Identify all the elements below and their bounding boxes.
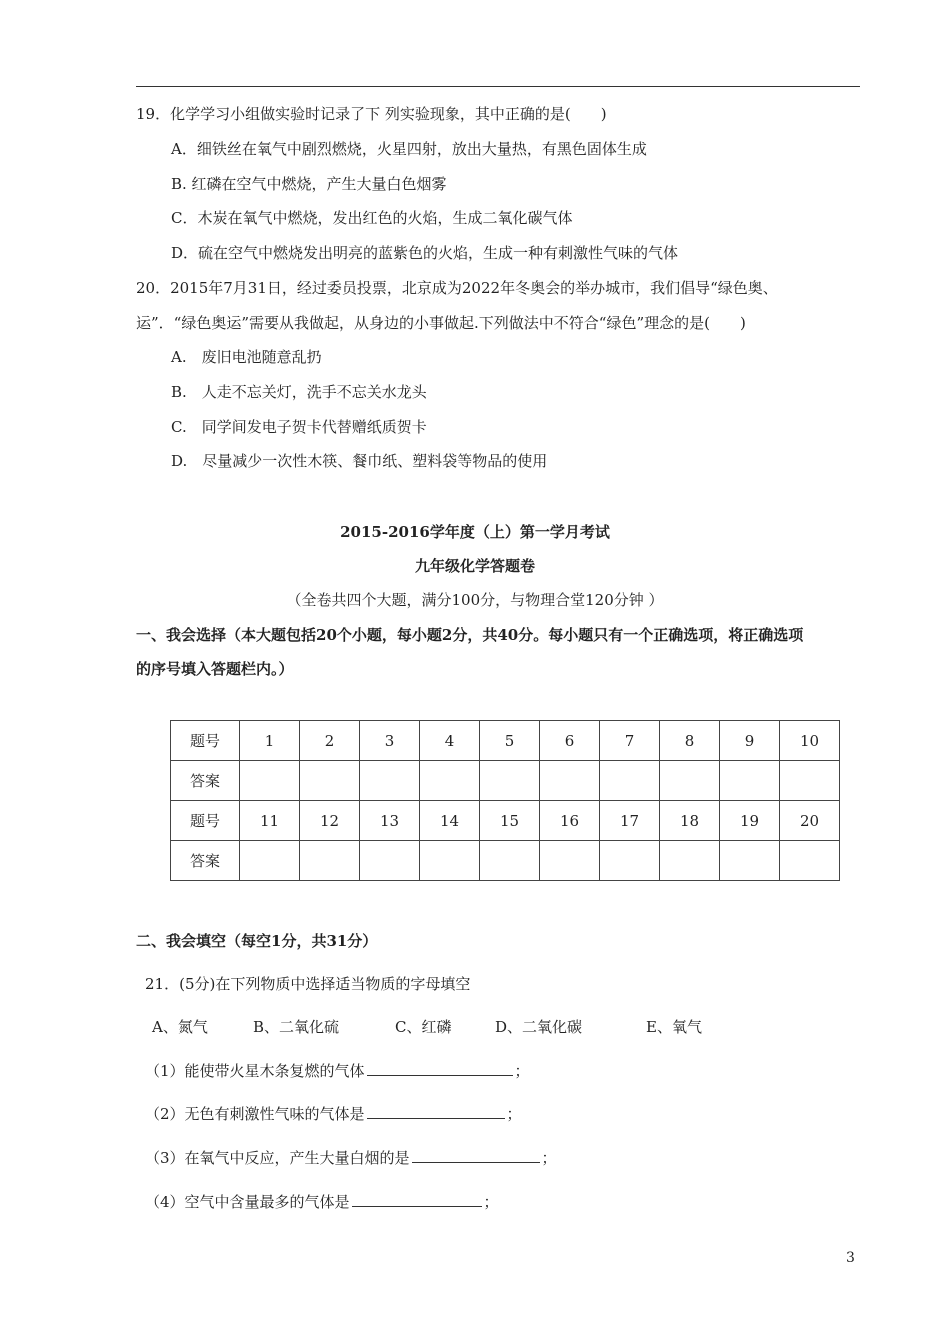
table-row [171,761,840,801]
exam-title: 2015-2016学年度（上）第一学月考试 [340,523,610,541]
q21-item-2-text: （2）无色有刺激性气味的气体是 [145,1105,365,1123]
q19-option-d: D．硫在空气中燃烧发出明亮的蓝紫色的火焰，生成一种有刺激性气味的气体 [171,244,679,262]
answer-cell[interactable] [360,841,420,881]
question-number-cell: 12 [300,801,360,841]
question-number-cell: 20 [780,801,840,841]
question-number-cell: 2 [300,721,360,761]
q21-item-4 [145,1192,499,1212]
q20-stem-line2: 运”．“绿色奥运”需要从我做起，从身边的小事做起.下列做法中不符合“绿色”理念的是( ) [136,314,746,332]
answer-cell[interactable] [780,841,840,881]
answer-cell[interactable] [720,841,780,881]
q21-choice-d: D、二氧化碳 [495,1018,583,1036]
question-number-cell: 18 [660,801,720,841]
q21-choice-b: B、二氧化硫 [253,1018,340,1036]
answer-label: 答案 [171,841,240,881]
q20-option-c: C. 同学间发电子贺卡代替赠纸质贺卡 [171,418,427,436]
table-row [171,841,840,881]
answer-cell[interactable] [600,841,660,881]
question-number-cell: 11 [240,801,300,841]
question-number-label: 题号 [171,801,240,841]
q19-stem: 19．化学学习小组做实验时记录了下 列实验现象，其中正确的是( ) [136,105,607,123]
q21-item-1 [145,1061,530,1081]
question-number-cell: 7 [600,721,660,761]
answer-cell[interactable] [300,761,360,801]
sheet-title: 九年级化学答题卷 [414,557,535,575]
q21-item-4-end: ； [483,1193,499,1211]
q20-stem-line1: 20．2015年7月31日，经过委员投票，北京成为2022年冬奥会的举办城市，我们倡导“绿色奥、 [136,279,778,297]
question-number-label: 题号 [171,721,240,761]
question-number-cell: 8 [660,721,720,761]
answer-cell[interactable] [360,761,420,801]
exam-note: （全卷共四个大题，满分100分，与物理合堂120分钟 ） [286,591,664,609]
answer-cell[interactable] [720,761,780,801]
answer-cell[interactable] [300,841,360,881]
q21-choice-c: C、红磷 [395,1018,452,1036]
question-number-cell: 17 [600,801,660,841]
q21-item-3-text: （3）在氧气中反应，产生大量白烟的是 [145,1149,410,1167]
answer-blank[interactable] [367,1104,505,1119]
q20-option-a: A. 废旧电池随意乱扔 [171,348,322,366]
q21-item-2 [145,1104,522,1124]
q21-item-3-end: ； [541,1149,557,1167]
answer-blank[interactable] [352,1192,482,1207]
table-row [171,801,840,841]
answer-cell[interactable] [420,841,480,881]
answer-cell[interactable] [600,761,660,801]
q19-option-b: B. 红磷在空气中燃烧，产生大量白色烟雾 [171,175,447,193]
q21-choice-a: A、氮气 [152,1018,208,1036]
q20-option-b: B. 人走不忘关灯，洗手不忘关水龙头 [171,383,427,401]
answer-label: 答案 [171,761,240,801]
answer-cell[interactable] [420,761,480,801]
question-number-cell: 4 [420,721,480,761]
answer-cell[interactable] [540,761,600,801]
section1-instructions-line2: 的序号填入答题栏内。） [136,660,294,678]
q21-item-1-end: ； [514,1062,530,1080]
answer-blank[interactable] [367,1061,513,1076]
question-number-cell: 13 [360,801,420,841]
section1-instructions-line1: 一、我会选择（本大题包括20个小题，每小题2分，共40分。每小题只有一个正确选项，将正确选项 [136,626,804,644]
q19-option-c: C．木炭在氧气中燃烧，发出红色的火焰，生成二氧化碳气体 [171,209,573,227]
answer-cell[interactable] [540,841,600,881]
answer-cell[interactable] [480,761,540,801]
answer-cell[interactable] [480,841,540,881]
q20-option-d: D. 尽量减少一次性木筷、餐巾纸、塑料袋等物品的使用 [171,452,548,470]
section2-title: 二、我会填空（每空1分，共31分） [136,932,378,950]
question-number-cell: 10 [780,721,840,761]
table-row [171,721,840,761]
question-number-cell: 5 [480,721,540,761]
question-number-cell: 15 [480,801,540,841]
q21-choice-e: E、氧气 [646,1018,702,1036]
question-number-cell: 1 [240,721,300,761]
q21-stem: 21．(5分)在下列物质中选择适当物质的字母填空 [145,975,471,993]
question-number-cell: 9 [720,721,780,761]
q21-item-4-text: （4）空气中含量最多的气体是 [145,1193,350,1211]
page-number: 3 [846,1250,855,1266]
question-number-cell: 16 [540,801,600,841]
q21-item-2-end: ； [506,1105,522,1123]
answer-cell[interactable] [240,761,300,801]
q21-item-1-text: （1）能使带火星木条复燃的气体 [145,1062,365,1080]
answer-table [170,720,840,881]
answer-cell[interactable] [660,841,720,881]
question-number-cell: 14 [420,801,480,841]
question-number-cell: 6 [540,721,600,761]
answer-cell[interactable] [240,841,300,881]
answer-cell[interactable] [660,761,720,801]
top-rule [136,86,860,87]
q21-item-3 [145,1148,557,1168]
question-number-cell: 3 [360,721,420,761]
answer-blank[interactable] [412,1148,540,1163]
question-number-cell: 19 [720,801,780,841]
answer-cell[interactable] [780,761,840,801]
q19-option-a: A．细铁丝在氧气中剧烈燃烧，火星四射，放出大量热，有黑色固体生成 [171,140,647,158]
